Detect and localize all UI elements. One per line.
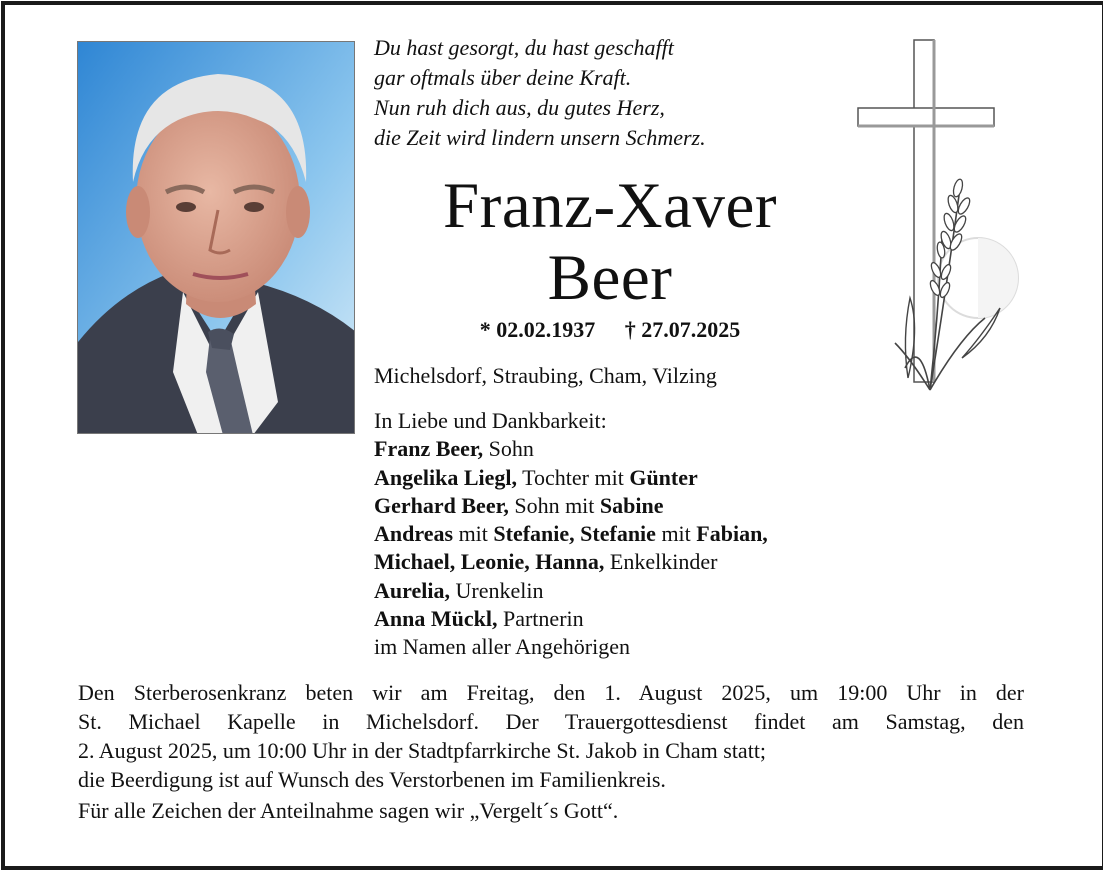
service-info <box>78 678 1024 794</box>
first-name: Franz-Xaver <box>443 170 777 242</box>
service-line: St. Michael Kapelle in Michelsdorf. Der Trauergottesdienst findet am Samstag, den <box>78 709 1024 734</box>
list-item: Michael, Leonie, Hanna, Enkelkinder <box>374 549 718 575</box>
life-dates <box>374 317 846 343</box>
poem-line: die Zeit wird lindern unsern Schmerz. <box>374 125 706 150</box>
list-item: Anna Mückl, Partnerin <box>374 606 584 632</box>
mourners-closing: im Namen aller Angehörigen <box>374 634 630 660</box>
poem-line: gar oftmals über deine Kraft. <box>374 65 632 90</box>
list-item: Andreas mit Stefanie, Stefanie mit Fabian, <box>374 521 768 547</box>
thanks-line: Für alle Zeichen der Anteilnahme sagen wir „Vergelt´s Gott“. <box>78 798 619 823</box>
service-line: Den Sterberosenkranz beten wir am Freitag, den 1. August 2025, um 19:00 Uhr in der <box>78 680 1024 705</box>
poem-line: Nun ruh dich aus, du gutes Herz, <box>374 95 665 120</box>
mourners-intro: In Liebe und Dankbarkeit: <box>374 408 607 433</box>
poem-line: Du hast gesorgt, du hast geschafft <box>374 35 674 60</box>
last-name: Beer <box>547 242 673 314</box>
cross-with-wheat-icon <box>850 38 1025 398</box>
service-line: die Beerdigung ist auf Wunsch des Verstorbenen im Familienkreis. <box>78 767 666 792</box>
list-item: Gerhard Beer, Sohn mit Sabine <box>374 492 664 518</box>
death-date: † 27.07.2025 <box>624 317 741 342</box>
portrait-photo <box>77 41 355 434</box>
mourners-list <box>374 407 768 662</box>
birth-date: * 02.02.1937 <box>479 317 596 342</box>
poem <box>374 33 844 153</box>
places: Michelsdorf, Straubing, Cham, Vilzing <box>374 363 717 388</box>
deceased-name <box>374 170 846 314</box>
list-item: Aurelia, Urenkelin <box>374 577 544 603</box>
service-line: 2. August 2025, um 10:00 Uhr in der Stadtpfarrkirche St. Jakob in Cham statt; <box>78 738 767 763</box>
list-item: Angelika Liegl, Tochter mit Günter <box>374 464 698 490</box>
list-item: Franz Beer, Sohn <box>374 436 534 462</box>
